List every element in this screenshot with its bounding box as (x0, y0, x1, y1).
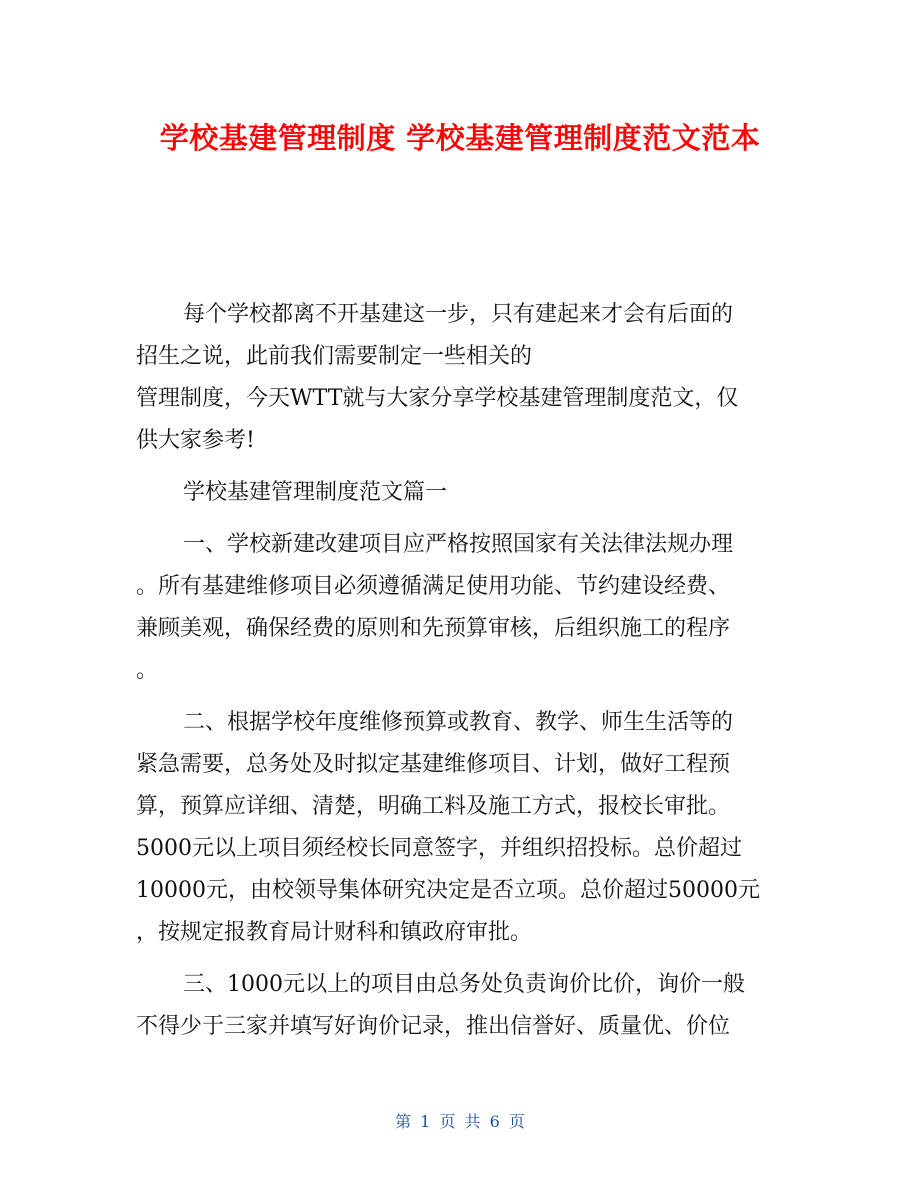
text-line: 兼顾美观，确保经费的原则和先预算审核，后组织施工的程序 (136, 616, 731, 641)
text-line: 三、1000元以上的项目由总务处负责询价比价，询价一般 (183, 972, 745, 997)
text-line: ，按规定报教育局计财科和镇政府审批。 (136, 920, 533, 945)
text-line: 管理制度，今天WTT就与大家分享学校基建管理制度范文，仅 (136, 386, 739, 411)
text-line: 一、学校新建改建项目应严格按照国家有关法律法规办理 (183, 532, 734, 557)
text-line: 算，预算应详细、清楚，明确工料及施工方式，报校长审批。 (136, 794, 731, 819)
text-line: 每个学校都离不开基建这一步，只有建起来才会有后面的 (183, 302, 734, 327)
text-line: 学校基建管理制度范文篇一 (183, 480, 448, 505)
text-line: 不得少于三家并填写好询价记录，推出信誉好、质量优、价位 (136, 1014, 731, 1039)
text-line: 供大家参考! (136, 428, 255, 453)
text-line: 紧急需要，总务处及时拟定基建维修项目、计划，做好工程预 (136, 752, 731, 777)
text-line: 10000元，由校领导集体研究决定是否立项。总价超过50000元 (136, 878, 760, 903)
text-line: 5000元以上项目须经校长同意签字，并组织招投标。总价超过 (136, 836, 742, 861)
page-number-footer: 第 1 页 共 6 页 (395, 1112, 525, 1131)
document-title: 学校基建管理制度 学校基建管理制度范文范本 (159, 121, 761, 155)
text-line: 。所有基建维修项目必须遵循满足使用功能、节约建设经费、 (136, 574, 731, 599)
document-body (136, 294, 784, 1048)
text-line: 二、根据学校年度维修预算或教育、教学、师生生活等的 (183, 710, 734, 735)
text-line: 招生之说，此前我们需要制定一些相关的 (136, 344, 533, 369)
text-line: 。 (136, 658, 159, 683)
